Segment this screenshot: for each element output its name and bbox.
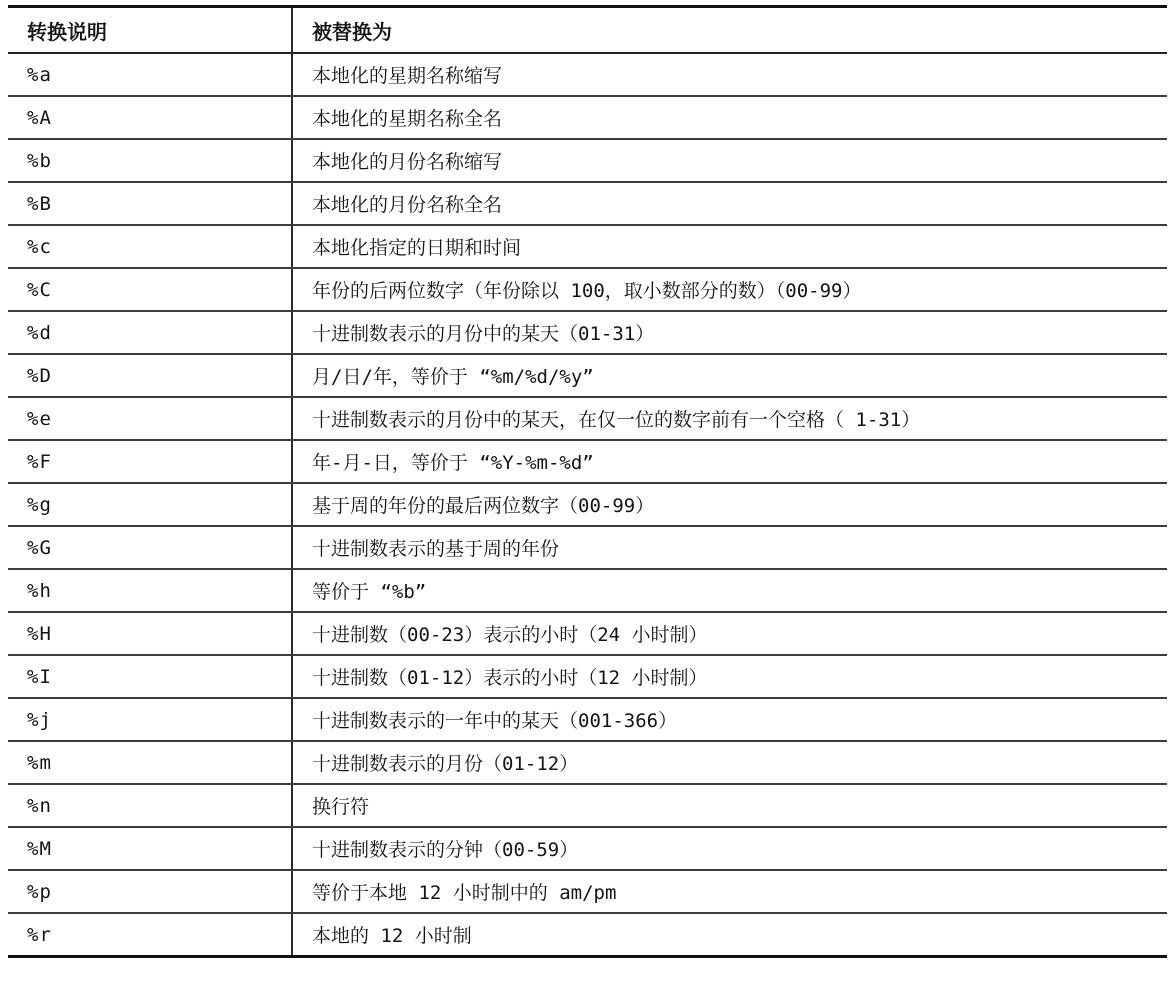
conversion-spec-cell: %n (8, 784, 292, 827)
replacement-cell: 基于周的年份的最后两位数字（00-99） (292, 483, 1167, 526)
table-row (8, 96, 1167, 139)
table-row (8, 827, 1167, 870)
header-replaced-by: 被替换为 (292, 7, 1167, 54)
replacement-cell: 本地化的星期名称缩写 (292, 53, 1167, 96)
header-row (8, 7, 1167, 54)
conversion-spec-cell: %D (8, 354, 292, 397)
conversion-spec-cell: %p (8, 870, 292, 913)
table-row (8, 139, 1167, 182)
conversion-spec-cell: %b (8, 139, 292, 182)
table-row (8, 354, 1167, 397)
table-row (8, 870, 1167, 913)
table-row (8, 741, 1167, 784)
table-row (8, 268, 1167, 311)
conversion-spec-cell: %m (8, 741, 292, 784)
replacement-cell: 换行符 (292, 784, 1167, 827)
conversion-spec-cell: %C (8, 268, 292, 311)
conversion-spec-cell: %c (8, 225, 292, 268)
conversion-spec-cell: %e (8, 397, 292, 440)
replacement-cell: 十进制数表示的月份中的某天（01-31） (292, 311, 1167, 354)
conversion-spec-cell: %M (8, 827, 292, 870)
replacement-cell: 本地的 12 小时制 (292, 913, 1167, 957)
replacement-cell: 十进制数表示的分钟（00-59） (292, 827, 1167, 870)
conversion-spec-cell: %j (8, 698, 292, 741)
table-row (8, 612, 1167, 655)
table-row (8, 225, 1167, 268)
table-row (8, 698, 1167, 741)
table-row (8, 483, 1167, 526)
replacement-cell: 年份的后两位数字（年份除以 100，取小数部分的数）（00-99） (292, 268, 1167, 311)
replacement-cell: 本地化的月份名称全名 (292, 182, 1167, 225)
conversion-spec-cell: %H (8, 612, 292, 655)
replacement-cell: 本地化指定的日期和时间 (292, 225, 1167, 268)
table-header (8, 7, 1167, 54)
conversion-spec-cell: %B (8, 182, 292, 225)
replacement-cell: 十进制数表示的月份中的某天，在仅一位的数字前有一个空格（ 1-31） (292, 397, 1167, 440)
table-row (8, 569, 1167, 612)
table-row (8, 182, 1167, 225)
replacement-cell: 十进制数表示的月份（01-12） (292, 741, 1167, 784)
conversion-spec-cell: %A (8, 96, 292, 139)
conversion-spec-cell: %a (8, 53, 292, 96)
replacement-cell: 年-月-日，等价于 “%Y-%m-%d” (292, 440, 1167, 483)
replacement-cell: 本地化的星期名称全名 (292, 96, 1167, 139)
conversion-spec-cell: %F (8, 440, 292, 483)
table-row (8, 53, 1167, 96)
conversion-spec-cell: %h (8, 569, 292, 612)
replacement-cell: 十进制数（01-12）表示的小时（12 小时制） (292, 655, 1167, 698)
table-row (8, 440, 1167, 483)
conversion-spec-cell: %G (8, 526, 292, 569)
conversion-spec-table (8, 5, 1167, 958)
table-row (8, 526, 1167, 569)
table-row (8, 913, 1167, 957)
table-body (8, 53, 1167, 957)
replacement-cell: 十进制数（00-23）表示的小时（24 小时制） (292, 612, 1167, 655)
conversion-spec-cell: %d (8, 311, 292, 354)
table-row (8, 397, 1167, 440)
replacement-cell: 等价于本地 12 小时制中的 am/pm (292, 870, 1167, 913)
conversion-spec-cell: %r (8, 913, 292, 957)
replacement-cell: 等价于 “%b” (292, 569, 1167, 612)
conversion-spec-cell: %I (8, 655, 292, 698)
replacement-cell: 本地化的月份名称缩写 (292, 139, 1167, 182)
conversion-spec-cell: %g (8, 483, 292, 526)
table-row (8, 784, 1167, 827)
table-row (8, 311, 1167, 354)
replacement-cell: 十进制数表示的一年中的某天（001-366） (292, 698, 1167, 741)
table-row (8, 655, 1167, 698)
replacement-cell: 十进制数表示的基于周的年份 (292, 526, 1167, 569)
header-conversion-spec: 转换说明 (8, 7, 292, 54)
replacement-cell: 月/日/年，等价于 “%m/%d/%y” (292, 354, 1167, 397)
